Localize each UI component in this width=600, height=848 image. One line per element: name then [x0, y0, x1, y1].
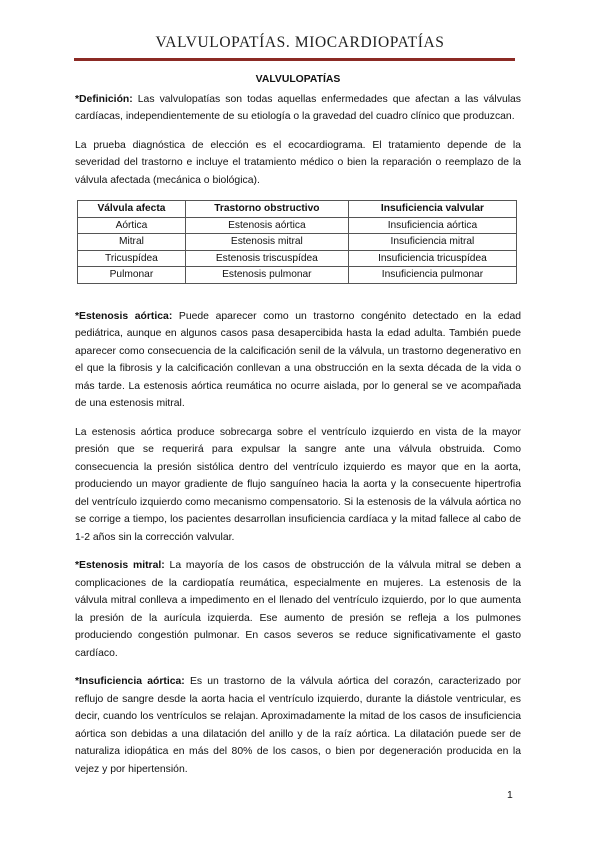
aortic-insufficiency-term: *Insuficiencia aórtica:	[75, 676, 185, 687]
table-cell: Mitral	[78, 234, 186, 251]
aortic-insufficiency-text: Es un trastorno de la válvula aórtica del corazón, caracterizado por reflujo de sangre desde la aorta hacia el ventrículo izquierdo, durante la diástole ventricular, es decir, cuando los ventrículos se relajan. Aproximadamente la mitad de los casos de insuficiencia aórtica son debidas a una dilatación del anillo y de la raíz aórtica. La dilatación puede ser de naturaliza idiopática en más del 80% de los casos, o bien por degeneración producida en la vejez y por hipertensión.	[75, 676, 521, 775]
section-heading: VALVULOPATÍAS	[255, 74, 341, 85]
table-cell: Aórtica	[78, 217, 186, 234]
definition-text: Las valvulopatías son todas aquellas enfermedades que afectan a las válvulas cardíacas, independientemente de su etiología o la gravedad del cuadro clínico que produzcan.	[75, 93, 521, 122]
table-row	[78, 217, 517, 234]
table-cell: Insuficiencia aórtica	[348, 217, 516, 234]
table-cell: Insuficiencia tricuspídea	[348, 250, 516, 267]
table-cell: Estenosis pulmonar	[185, 267, 348, 284]
page-title: VALVULOPATÍAS. MIOCARDIOPATÍAS	[155, 34, 445, 51]
table-cell: Insuficiencia pulmonar	[348, 267, 516, 284]
table-cell: Estenosis mitral	[185, 234, 348, 251]
diagnosis-paragraph: La prueba diagnóstica de elección es el ecocardiograma. El tratamiento depende de la severidad del trastorno e incluye el tratamiento médico o bien la reparación o reemplazo de la válvula afectada (mecánica o biológica).	[75, 139, 521, 186]
table-cell: Insuficiencia mitral	[348, 234, 516, 251]
aortic-stenosis-text: Puede aparecer como un trastorno congénito detectado en la edad pediátrica, aunque en algunos casos pasa desapercibida hasta la edad adulta. También puede aparecer como consecuencia de la calcificación senil de la válvula, un trastorno degenerativo en el que la fibrosis y la calcificación conllevan a una obstrucción en la sexta década de la vida o más tarde. La estenosis aórtica reumática no ocurre aislada, por lo general se ve acompañada de una estenosis mitral.	[75, 310, 521, 409]
aortic-stenosis-paragraph	[75, 308, 521, 413]
table-cell: Pulmonar	[78, 267, 186, 284]
table-cell: Tricuspídea	[78, 250, 186, 267]
table-row	[78, 234, 517, 251]
mitral-stenosis-text: La mayoría de los casos de obstrucción de la válvula mitral se deben a complicaciones de la cardiopatía reumática, especialmente en mujeres. La estenosis de la válvula mitral conlleva a impedimento en el llenado del ventrículo izquierdo, por lo que aumenta la presión de la aurícula izquierda. Ese aumento de presión se refleja a los pulmones produciendo congestión pulmonar. En casos severos se reduce significativamente el gasto cardíaco.	[75, 560, 522, 659]
title-divider	[74, 58, 515, 61]
table-row	[78, 267, 517, 284]
aortic-stenosis-term: *Estenosis aórtica:	[75, 310, 173, 322]
mitral-stenosis-term: *Estenosis mitral:	[75, 560, 165, 571]
aortic-stenosis-paragraph-2: La estenosis aórtica produce sobrecarga sobre el ventrículo izquierdo en vista de la mayor presión que se requerirá para expulsar la sangre ante una válvula obstruida. Como consecuencia la presión sistólica dentro del ventrículo izquierdo es mayor que en la aorta, produciendo un mayor gradiente de flujo sanguíneo hacia la aorta y la consecuente hipertrofia del ventrículo izquierdo como mecanismo compensatorio. Si la estenosis de la válvula aórtica no se corrige a tiempo, los pacientes desarrollan insuficiencia cardíaca y la mitad fallece al cabo de 1-2 años sin la corrección valvular.	[75, 426, 521, 543]
table-header-cell: Válvula afecta	[78, 201, 186, 218]
table-row	[78, 250, 517, 267]
definition-paragraph	[75, 91, 521, 126]
table-header-cell: Trastorno obstructivo	[185, 201, 348, 218]
document-body	[75, 71, 521, 789]
aortic-insufficiency-paragraph	[75, 673, 521, 778]
page-number: 1	[507, 790, 513, 801]
table-header-row	[78, 201, 517, 218]
valve-table	[77, 200, 517, 284]
mitral-stenosis-paragraph	[75, 557, 521, 662]
table-cell: Estenosis aórtica	[185, 217, 348, 234]
table-cell: Estenosis triscuspídea	[185, 250, 348, 267]
table-header-cell: Insuficiencia valvular	[348, 201, 516, 218]
definition-term: *Definición:	[75, 93, 133, 105]
